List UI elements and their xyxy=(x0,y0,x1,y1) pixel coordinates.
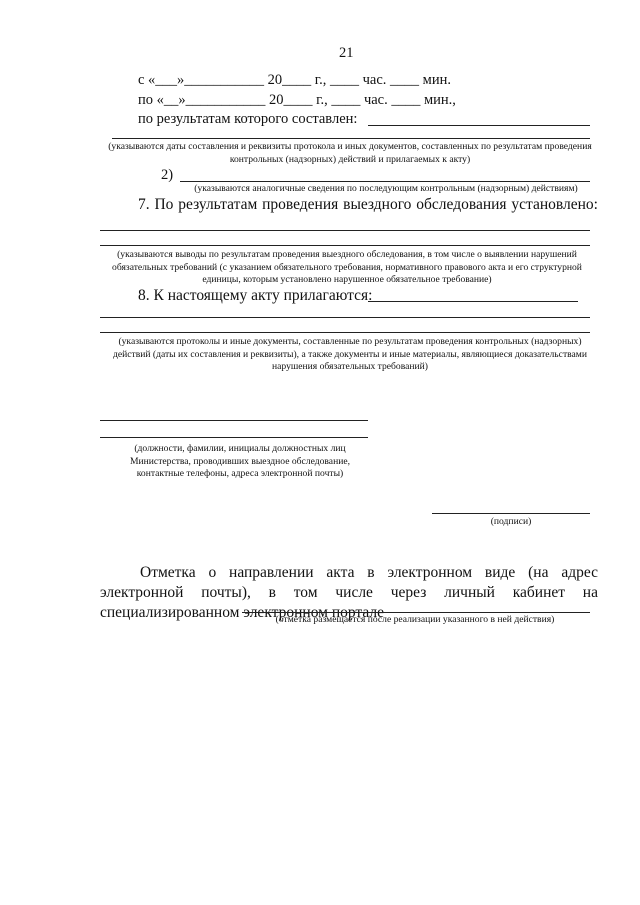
from-time-line: с «___»___________ 20____ г., ____ час. ____ мин. xyxy=(138,72,451,88)
item-8-line-2 xyxy=(100,317,590,318)
caption-protocol-details: (указываются даты составления и реквизиты протокола и иных документов, составленных по результатам проведения контрольных (надзорных) действий и прилагаемых к акту) xyxy=(108,141,592,165)
caption-officials: (должности, фамилии, инициалы должностных лиц Министерства, проводивших выездное обследование, контактные телефоны, адреса электронной почты) xyxy=(130,443,350,479)
protocol-line-2 xyxy=(112,138,590,139)
item-8-line-3 xyxy=(100,332,590,333)
caption-electronic-note: (отметка размещается после реализации указанного в ней действия) xyxy=(275,614,555,625)
caption-conclusions: (указываются выводы по результатам проведения выездного обследования, в том числе о выявлении нарушений обязательных требований (с указанием обязательного требования, нормативного правового акта и его структурной единицы, которым установлено нарушенное обязательное требование) xyxy=(112,249,582,285)
item-7-line-2 xyxy=(100,245,590,246)
officials-line-1 xyxy=(100,420,368,421)
protocol-fill-line xyxy=(368,125,590,126)
officials-line-2 xyxy=(100,437,368,438)
item-7-text: 7. По результатам проведения выездного обследования установлено: xyxy=(138,196,598,213)
signatures-line xyxy=(432,513,590,514)
electronic-mark-text: Отметка о направлении акта в электронном виде (на адрес электронной почты), в том числе через личный кабинет на специализированном электронном портале xyxy=(100,564,598,621)
protocol-label: по результатам которого составлен: xyxy=(138,111,358,127)
item-2-fill-line xyxy=(180,181,590,182)
caption-signatures: (подписи) xyxy=(490,516,532,527)
item-8-fill-line xyxy=(368,301,578,302)
caption-attachments: (указываются протоколы и иные документы, составленные по результатам проведения контрольных (надзорных) действий (даты их составления и реквизиты), а также документы и иные материалы, являющиеся доказательствами нарушения обязательных требований) xyxy=(112,336,588,372)
item-2-number: 2) xyxy=(161,167,174,183)
caption-similar-info: (указываются аналогичные сведения по последующим контрольным (надзорным) действиям) xyxy=(194,183,578,194)
page-number: 21 xyxy=(339,45,354,61)
item-8-text: 8. К настоящему акту прилагаются: xyxy=(138,287,373,304)
electronic-mark-fill-line xyxy=(242,612,590,613)
to-time-line: по «__»___________ 20____ г., ____ час. ____ мин., xyxy=(138,92,456,108)
item-7-line-1 xyxy=(100,230,590,231)
